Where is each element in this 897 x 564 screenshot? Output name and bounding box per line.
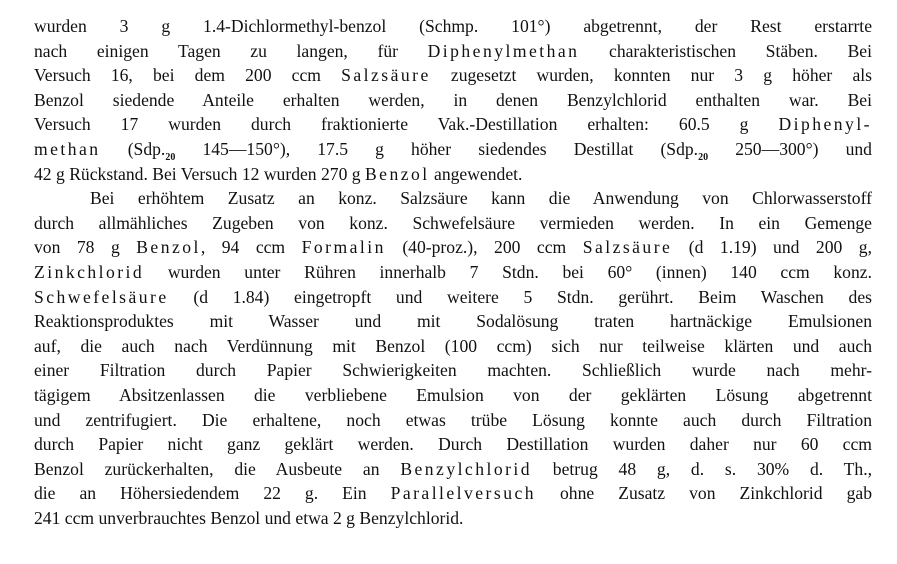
spaced-term: Schwefelsäure <box>34 286 169 307</box>
spaced-term: Salzsäure <box>582 237 673 258</box>
text-line: Benzol siedende Anteile erhalten werden, in denen Benzylchlorid enthalten war. Bei <box>34 89 872 110</box>
text-line: von 78 g Benzol, 94 ccm Formalin (40-proz.), 200 ccm Salzsäure (d 1.19) und 200 g, <box>34 237 872 258</box>
text-line: wurden 3 g 1.4-Dichlormethyl-benzol (Schmp. 101°) abgetrennt, der Rest erstarrte <box>34 16 872 36</box>
text-line: Reaktionsproduktes mit Wasser und mit Sodalösung traten hartnäckige Emulsionen <box>34 311 872 332</box>
spaced-term: Benzol <box>364 163 430 184</box>
document-page <box>34 14 872 530</box>
text-line: einer Filtration durch Papier Schwierigkeiten machten. Schließlich wurde nach mehr- <box>34 360 872 381</box>
text-line: und zentrifugiert. Die erhaltene, noch etwas trübe Lösung konnte auch durch Filtration <box>34 409 872 430</box>
text-line: Schwefelsäure (d 1.84) eingetropft und weitere 5 Stdn. gerührt. Beim Waschen des <box>34 286 872 307</box>
text-line: Versuch 16, bei dem 200 ccm Salzsäure zugesetzt wurden, konnten nur 3 g höher als <box>34 65 872 86</box>
spaced-term: Diphenylmethan <box>427 40 580 61</box>
text-line: durch allmähliches Zugeben von konz. Schwefelsäure vermieden werden. In ein Gemenge <box>34 212 872 233</box>
text-line: Versuch 17 wurden durch fraktionierte Vak.-Destillation erhalten: 60.5 g Diphenyl- <box>34 114 872 135</box>
spaced-term: Benzylchlorid <box>400 458 533 479</box>
text-line: Benzol zurückerhalten, die Ausbeute an Benzylchlorid betrug 48 g, d. s. 30% d. Th., <box>34 458 872 479</box>
spaced-term: Parallelversuch <box>390 483 536 504</box>
paragraph-2 <box>34 186 872 530</box>
text-line: methan ($Sdp._{20}$ 145—150°), 17.5 g höher siedendes Destillat ($Sdp._{20}$ 250—300°) und <box>34 138 872 162</box>
text-line: 241 ccm unverbrauchtes Benzol und etwa 2 g Benzylchlorid. <box>34 507 464 528</box>
spaced-term: Formalin <box>301 237 386 258</box>
text-line: auf, die auch nach Verdünnung mit Benzol (100 ccm) sich nur teilweise klärten und auch <box>34 335 872 356</box>
text-line: die an Höhersiedendem 22 g. Ein Parallelversuch ohne Zusatz von Zinkchlorid gab <box>34 483 872 504</box>
spaced-term: Benzol <box>136 237 201 258</box>
text-line: nach einigen Tagen zu langen, für Diphenylmethan charakteristischen Stäben. Bei <box>34 40 872 61</box>
text-line: Zinkchlorid wurden unter Rühren innerhalb 7 Stdn. bei 60° (innen) 140 ccm konz. <box>34 261 872 282</box>
pressure-subscript: 20 <box>165 151 176 162</box>
text-line: 42 g Rückstand. Bei Versuch 12 wurden 270 g Benzol angewendet. <box>34 163 523 184</box>
spaced-term: methan <box>34 138 101 159</box>
spaced-term: Salzsäure <box>341 65 431 86</box>
spaced-term: Diphenyl- <box>778 114 872 135</box>
pressure-subscript: 20 <box>698 151 709 162</box>
paragraph-1 <box>34 14 872 186</box>
text-line: durch Papier nicht ganz geklärt werden. Durch Destillation wurden daher nur 60 ccm <box>34 434 872 455</box>
spaced-term: Zinkchlorid <box>34 261 145 282</box>
text-line: Bei erhöhtem Zusatz an konz. Salzsäure kann die Anwendung von Chlorwasserstoff <box>90 188 872 209</box>
text-line: tägigem Absitzenlassen die verbliebene Emulsion von der geklärten Lösung abgetrennt <box>34 384 872 405</box>
